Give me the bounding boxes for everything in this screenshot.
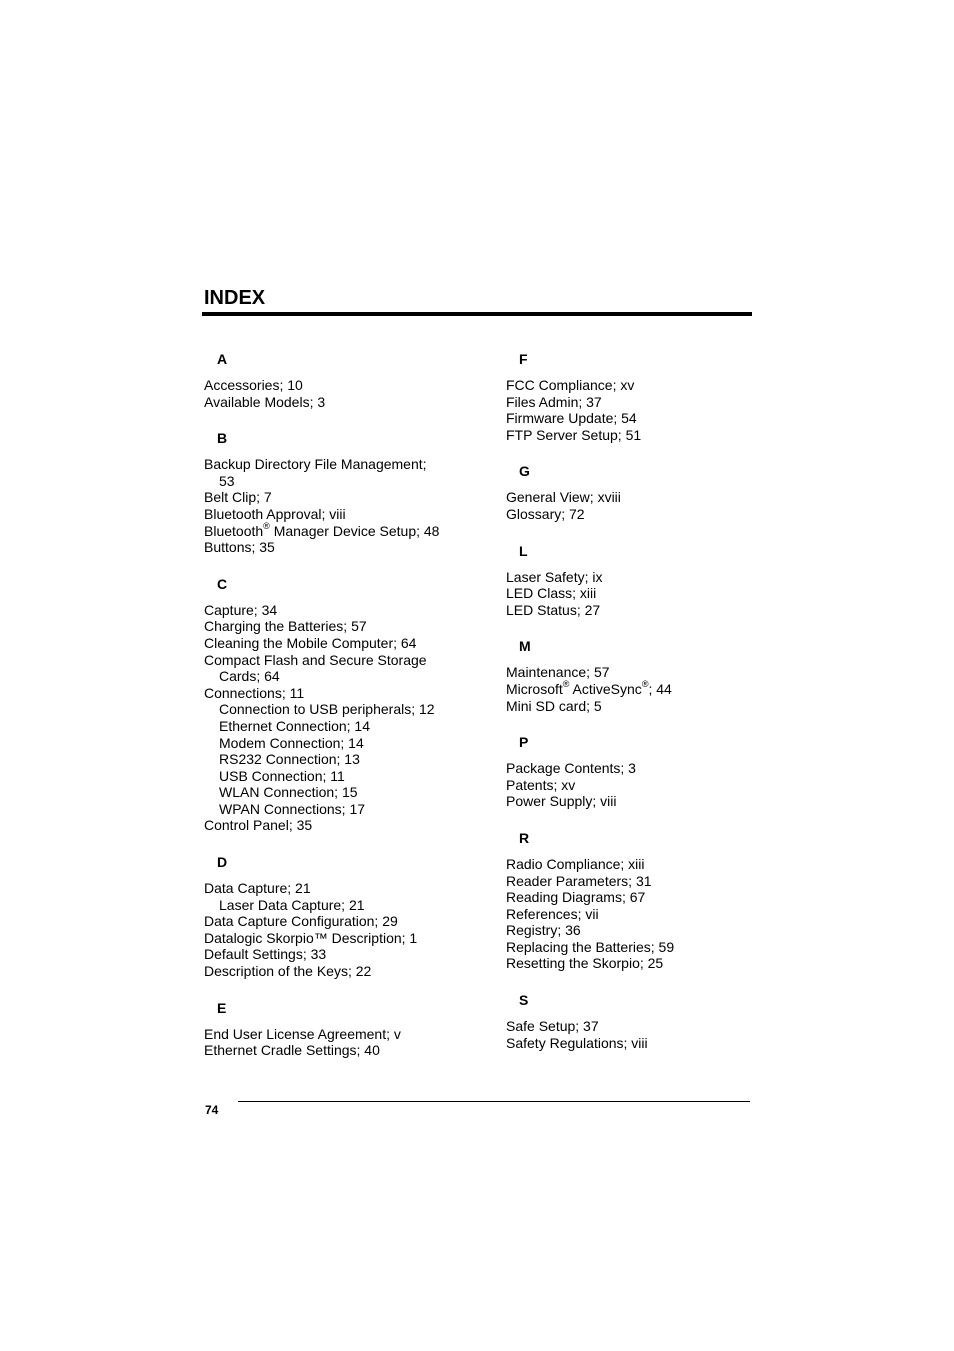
section-gap xyxy=(204,410,474,429)
section-letter: L xyxy=(519,542,528,559)
index-entry: Compact Flash and Secure Storage xyxy=(204,651,427,668)
index-entry: Reading Diagrams; 67 xyxy=(506,889,646,906)
entry-text: Microsoft xyxy=(506,680,563,697)
registered-mark: ® xyxy=(263,520,270,531)
entry-text: Bluetooth xyxy=(204,522,264,539)
section-letter: G xyxy=(519,463,530,480)
index-entry: Package Contents; 3 xyxy=(506,760,636,777)
title-rule xyxy=(202,312,752,316)
index-section-a xyxy=(204,350,474,429)
index-entry: Replacing the Batteries; 59 xyxy=(506,938,675,955)
registered-mark: ® xyxy=(641,679,649,690)
index-entry: End User License Agreement; v xyxy=(204,1025,401,1042)
entry-text: ; 44 xyxy=(648,680,672,697)
index-section-l xyxy=(506,542,746,638)
page-number: 74 xyxy=(205,1103,219,1117)
section-gap xyxy=(204,556,474,575)
index-entry: Datalogic Skorpio™ Description; 1 xyxy=(204,929,418,946)
section-letter: S xyxy=(519,992,529,1009)
index-entry: Charging the Batteries; 57 xyxy=(204,618,367,635)
index-section-c xyxy=(204,575,474,853)
index-entry xyxy=(506,681,746,698)
index-entry: FTP Server Setup; 51 xyxy=(506,426,642,443)
index-entry: Data Capture; 21 xyxy=(204,880,311,897)
index-entry: Data Capture Configuration; 29 xyxy=(204,913,398,930)
section-gap xyxy=(506,714,746,733)
index-entry: Files Admin; 37 xyxy=(506,393,602,410)
index-entry: 53 xyxy=(219,472,235,489)
footer-rule xyxy=(238,1101,750,1102)
index-subentry: Modem Connection; 14 xyxy=(219,734,364,751)
section-gap xyxy=(506,523,746,542)
registered-mark: ® xyxy=(562,679,570,690)
index-entry: Patents; xv xyxy=(506,776,576,793)
section-letter: D xyxy=(217,854,228,871)
index-entry: Resetting the Skorpio; 25 xyxy=(506,955,664,972)
index-entry: Registry; 36 xyxy=(506,922,581,939)
index-subentry: Ethernet Connection; 14 xyxy=(219,717,370,734)
index-subentry: Laser Data Capture; 21 xyxy=(219,896,365,913)
index-entry: Bluetooth Approval; viii xyxy=(204,505,346,522)
section-letter: M xyxy=(519,638,531,655)
index-entry: Description of the Keys; 22 xyxy=(204,963,372,980)
index-column-left xyxy=(204,350,474,1059)
index-section-p xyxy=(506,733,746,829)
index-entry: Power Supply; viii xyxy=(506,793,617,810)
index-subentry: RS232 Connection; 13 xyxy=(219,751,360,768)
section-gap xyxy=(506,618,746,637)
index-entry: Capture; 34 xyxy=(204,601,278,618)
index-section-b xyxy=(204,429,474,575)
index-section-g xyxy=(506,462,746,541)
index-subentry: Connection to USB peripherals; 12 xyxy=(219,701,435,718)
section-gap xyxy=(506,972,746,991)
index-entry: Belt Clip; 7 xyxy=(204,489,272,506)
index-column-right xyxy=(506,350,746,1051)
section-letter: F xyxy=(519,351,528,367)
index-entry: Available Models; 3 xyxy=(204,393,326,410)
index-section-m xyxy=(506,637,746,733)
index-section-e xyxy=(204,999,474,1059)
index-entry: Radio Compliance; xiii xyxy=(506,855,645,872)
section-letter: B xyxy=(217,430,228,447)
index-subentry: WLAN Connection; 15 xyxy=(219,784,358,801)
index-entry xyxy=(204,520,474,540)
index-entry: References; vii xyxy=(506,905,599,922)
index-entry: LED Class; xiii xyxy=(506,585,597,602)
index-section-d xyxy=(204,853,474,999)
page-title: INDEX xyxy=(204,287,266,309)
index-entry: Default Settings; 33 xyxy=(204,946,327,963)
index-entry: Safety Regulations; viii xyxy=(506,1034,648,1051)
section-letter: E xyxy=(217,999,227,1016)
section-gap xyxy=(506,443,746,462)
section-letter: P xyxy=(519,734,529,751)
index-entry: Cleaning the Mobile Computer; 64 xyxy=(204,634,417,651)
index-entry: Control Panel; 35 xyxy=(204,817,313,834)
index-entry: Buttons; 35 xyxy=(204,539,275,556)
index-entry: LED Status; 27 xyxy=(506,601,601,618)
index-entry: Accessories; 10 xyxy=(204,377,303,393)
index-entry: Firmware Update; 54 xyxy=(506,410,637,427)
index-entry: Ethernet Cradle Settings; 40 xyxy=(204,1042,380,1059)
index-entry: Reader Parameters; 31 xyxy=(506,872,652,889)
section-letter: R xyxy=(519,829,530,846)
entry-text: ActiveSync xyxy=(569,680,642,697)
index-entry: Mini SD card; 5 xyxy=(506,697,602,714)
index-entry: Glossary; 72 xyxy=(506,505,585,522)
section-gap xyxy=(204,834,474,853)
section-gap xyxy=(506,810,746,829)
index-entry: General View; xviii xyxy=(506,489,621,506)
index-entry: Cards; 64 xyxy=(219,668,280,685)
section-letter: C xyxy=(217,575,228,592)
index-subentry: WPAN Connections; 17 xyxy=(219,800,366,817)
index-entry: Laser Safety; ix xyxy=(506,568,603,585)
index-section-s xyxy=(506,991,746,1051)
index-entry: Connections; 11 xyxy=(204,684,305,701)
index-entry: FCC Compliance; xv xyxy=(506,377,635,393)
index-entry: Safe Setup; 37 xyxy=(506,1018,599,1035)
index-entry: Backup Directory File Management; xyxy=(204,456,427,473)
section-gap xyxy=(204,980,474,999)
section-letter: A xyxy=(217,351,228,367)
index-section-r xyxy=(506,829,746,991)
index-section-f xyxy=(506,350,746,462)
index-subentry: USB Connection; 11 xyxy=(219,767,345,784)
entry-text: Manager Device Setup; 48 xyxy=(269,522,440,539)
index-entry: Maintenance; 57 xyxy=(506,664,610,681)
